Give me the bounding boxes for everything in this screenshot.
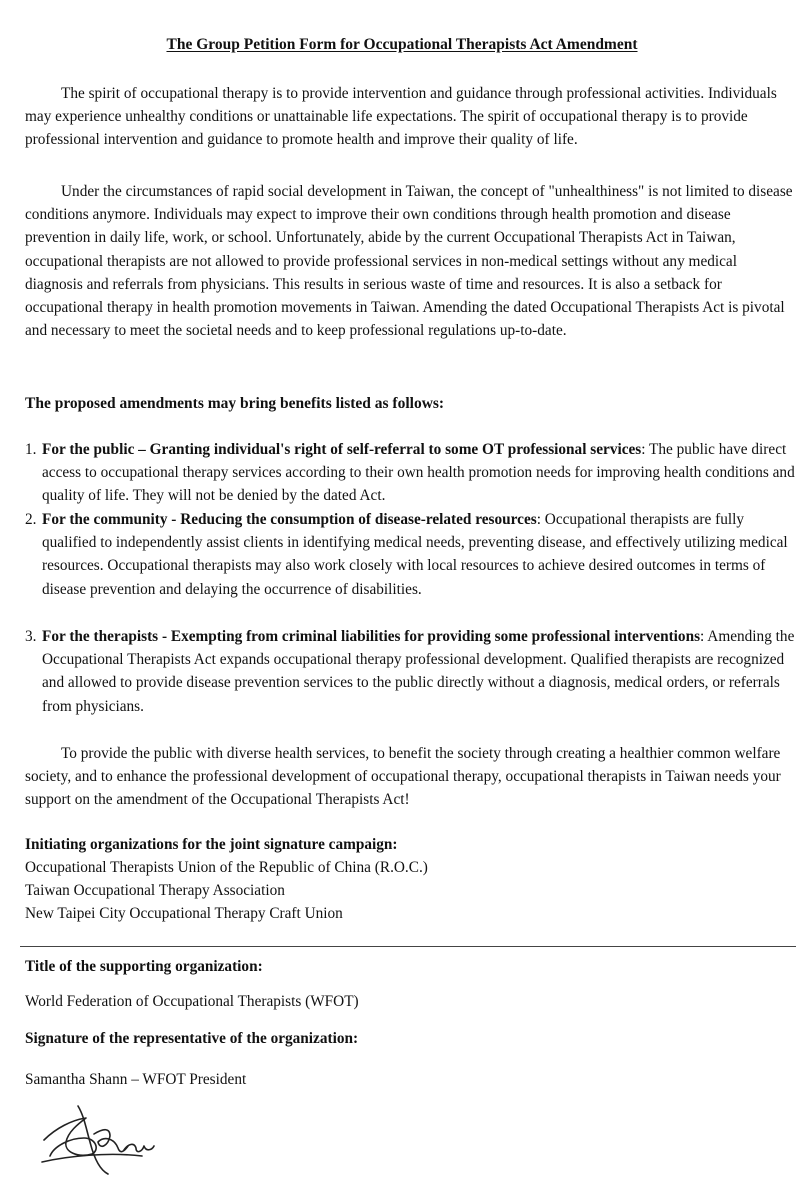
signature-name: Samantha Shann – WFOT President <box>25 1071 247 1088</box>
benefits-heading: The proposed amendments may bring benefits listed as follows: <box>25 395 445 412</box>
benefit-title: For the public – Granting individual's right of self-referral to some OT professional services <box>42 441 642 458</box>
list-number: 2. <box>25 511 37 528</box>
benefit-title: For the therapists - Exempting from criminal liabilities for providing some professional interventions <box>42 628 701 645</box>
supporting-org-heading: Title of the supporting organization: <box>25 958 263 975</box>
benefit-title: For the community - Reducing the consumption of disease-related resources <box>42 511 537 528</box>
document-title: The Group Petition Form for Occupational Therapists Act Amendment <box>166 36 638 53</box>
intro-paragraph-2: Under the circumstances of rapid social development in Taiwan, the concept of "unhealthiness" is not limited to disease conditions anymore. Individuals may expect to improve their own conditions through health promotion and disease prevention in daily life, work, or school. Unfortunately, abide by the current Occupational Therapists Act in Taiwan, occupational therapists are not allowed to provide professional services in non-medical settings without any medical diagnosis and referrals from physicians. This results in serious waste of time and resources. It is also a setback for occupational therapy in health promotion movements in Taiwan. Amending the dated Occupational Therapists Act is pivotal and necessary to meet the societal needs and to keep professional regulations up-to-date. <box>25 183 793 340</box>
benefit-text: : Amending the Occupational Therapists Act expands occupational therapy professional development. Qualified therapists are recognized and allowed to provide disease prevention services to the public directly without a diagnosis, medical orders, or referrals from physicians. <box>42 628 795 715</box>
initiating-org-3: New Taipei City Occupational Therapy Craft Union <box>25 905 343 922</box>
initiating-org-1: Occupational Therapists Union of the Republic of China (R.O.C.) <box>25 859 428 876</box>
handwritten-signature-icon <box>38 1098 178 1178</box>
closing-paragraph: To provide the public with diverse health services, to benefit the society through creating a healthier common welfare society, and to enhance the professional development of occupational therapy, occupational therapists in Taiwan needs your support on the amendment of the Occupational Therapists Act! <box>25 745 781 809</box>
benefits-list-item-1 <box>25 438 795 508</box>
intro-paragraph-1: The spirit of occupational therapy is to provide intervention and guidance through professional activities. Individuals may experience unhealthy conditions or unattainable life expectations. The spirit of occupational therapy is to provide professional intervention and guidance to promote health and improve their quality of life. <box>25 85 777 149</box>
initiating-org-2: Taiwan Occupational Therapy Association <box>25 882 285 899</box>
benefit-text: : Occupational therapists are fully qualified to independently assist clients in identifying medical needs, preventing disease, and effectively utilizing medical resources. Occupational therapists may also work closely with local resources to achieve desired outcomes in terms of disease prevention and delaying the occurrence of disabilities. <box>42 511 788 598</box>
initiating-orgs-heading: Initiating organizations for the joint signature campaign: <box>25 836 398 853</box>
supporting-org-name: World Federation of Occupational Therapists (WFOT) <box>25 993 359 1010</box>
benefits-list-item-3 <box>25 625 795 718</box>
signature-heading: Signature of the representative of the organization: <box>25 1030 359 1047</box>
list-number: 3. <box>25 628 37 645</box>
benefits-list-item-2 <box>25 508 795 601</box>
list-number: 1. <box>25 441 37 458</box>
benefit-text: : The public have direct access to occupational therapy services according to their own health promotion needs for improving health conditions and quality of life. They will not be denied by the dated Act. <box>42 441 795 505</box>
section-divider <box>20 946 796 947</box>
